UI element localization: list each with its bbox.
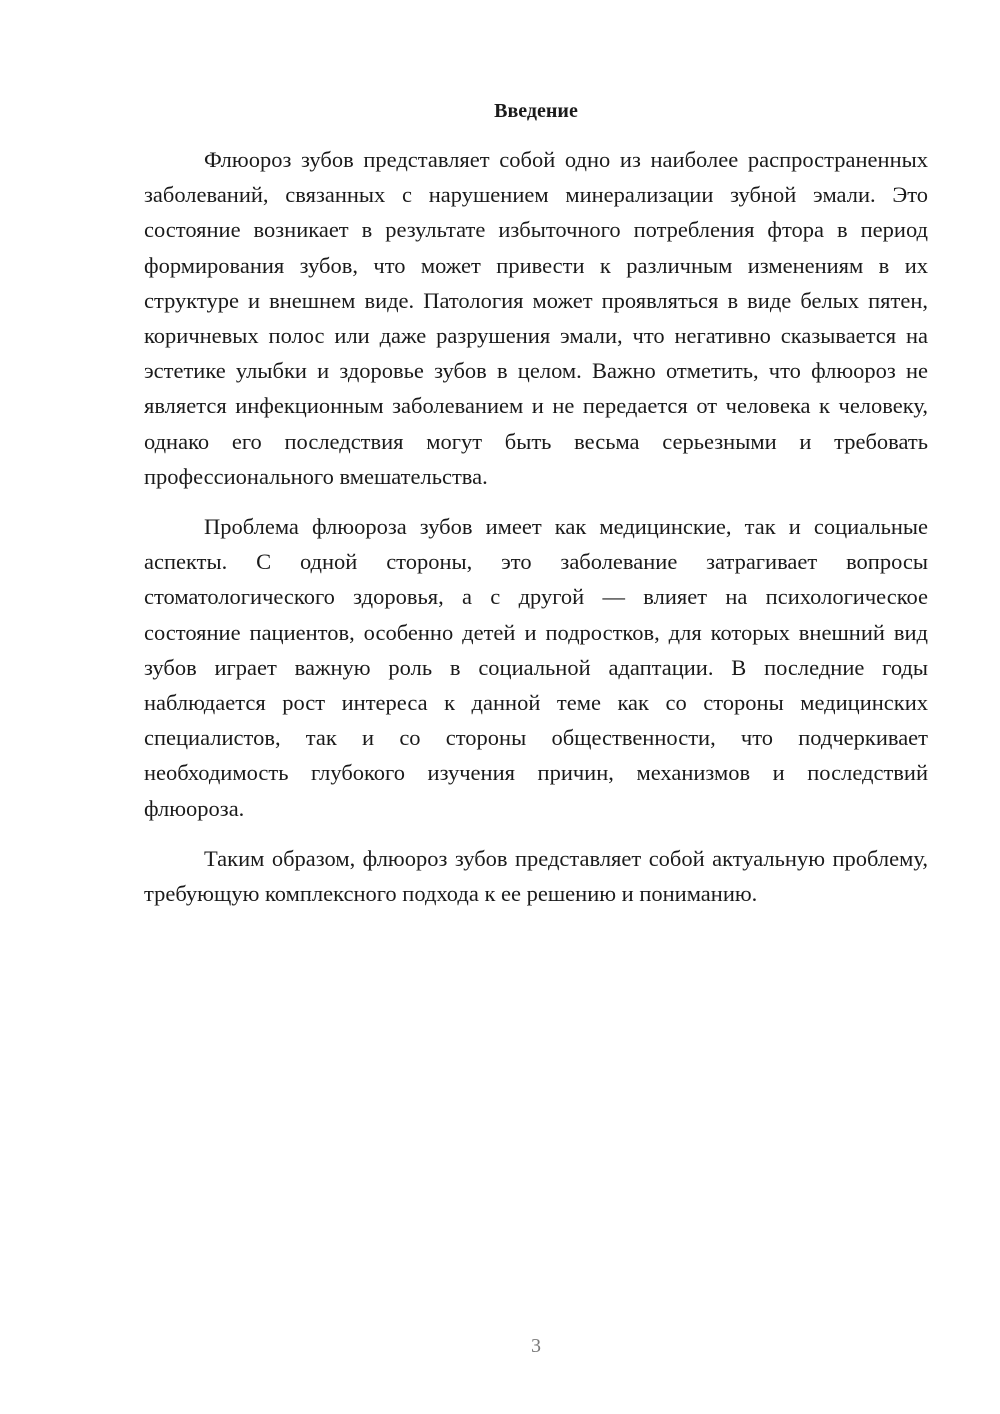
page-number: 3 <box>531 1335 541 1357</box>
section-heading: Введение <box>494 100 578 122</box>
paragraph-2: Проблема флюороза зубов имеет как медицинские, так и социальные аспекты. С одной стороны, это заболевание затрагивает вопросы стоматологического здоровья, а с другой — влияет на психологическое состояние пациентов, особенно детей и подростков, для которых внешний вид зубов играет важную роль в социальной адаптации. В последние годы наблюдается рост интереса к данной теме как со стороны медицинских специалистов, так и со стороны общественности, что подчеркивает необходимость глубокого изучения причин, механизмов и последствий флюороза. <box>144 514 928 821</box>
paragraph-1: Флюороз зубов представляет собой одно из наиболее распространенных заболеваний, связанных с нарушением минерализации зубной эмали. Это состояние возникает в результате избыточного потребления фтора в период формирования зубов, что может привести к различным изменениям в их структуре и внешнем виде. Патология может проявляться в виде белых пятен, коричневых полос или даже разрушения эмали, что негативно сказывается на эстетике улыбки и здоровье зубов в целом. Важно отметить, что флюороз не является инфекционным заболеванием и не передается от человека к человеку, однако его последствия могут быть весьма серьезными и требовать профессионального вмешательства. <box>144 147 928 489</box>
paragraph-3: Таким образом, флюороз зубов представляет собой актуальную проблему, требующую комплексного подхода к ее решению и пониманию. <box>144 845 928 907</box>
body-text <box>144 142 928 911</box>
